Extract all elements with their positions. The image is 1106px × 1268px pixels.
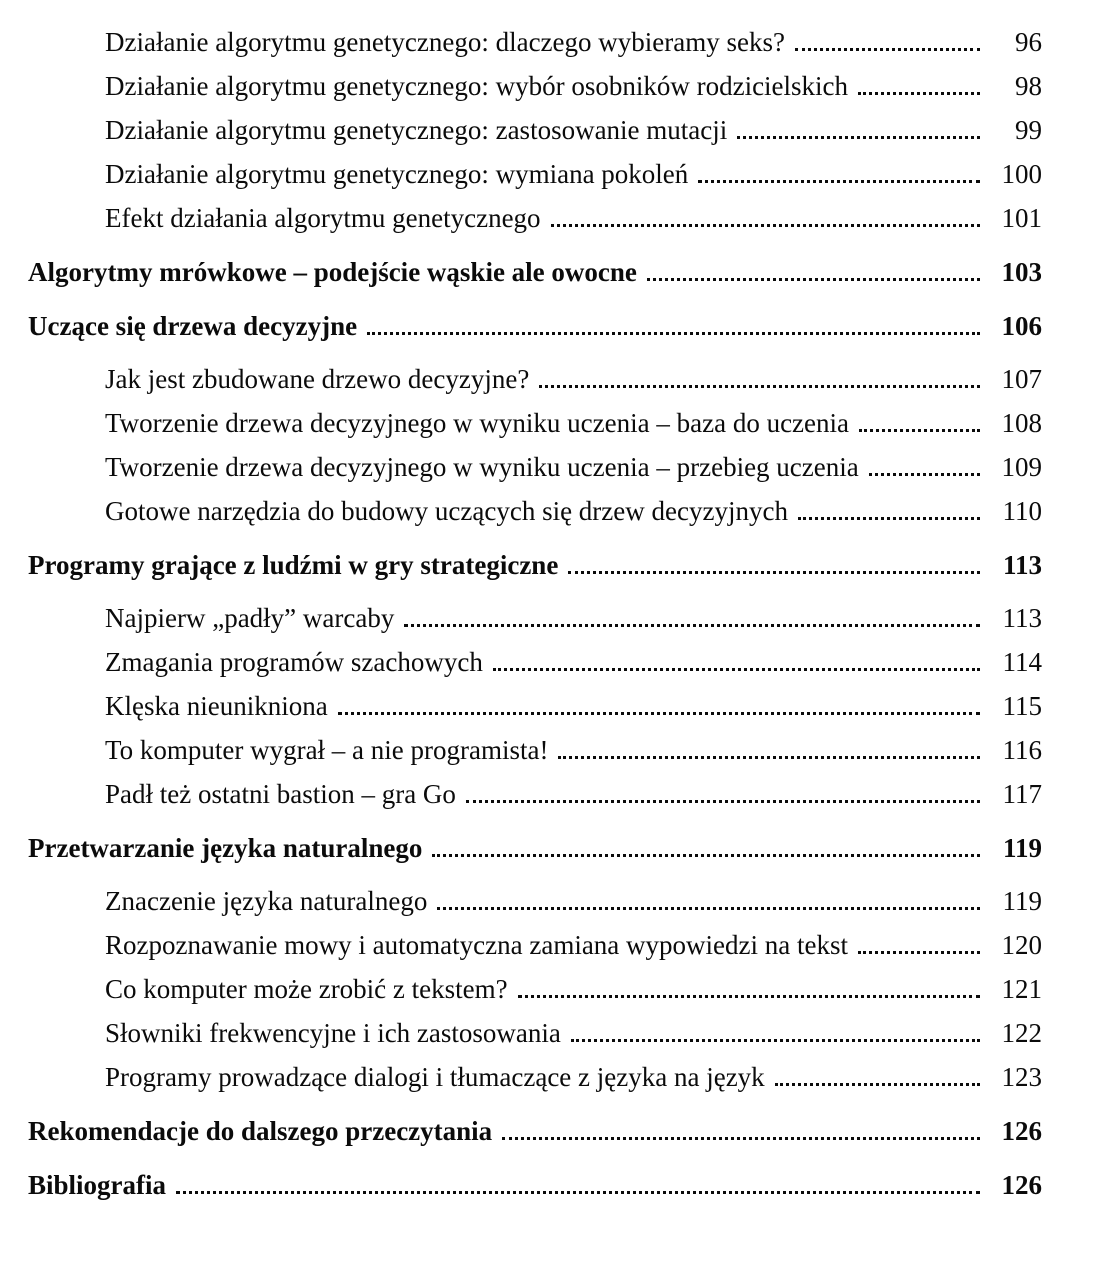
toc-entry-title: Klęska nieunikniona bbox=[105, 691, 328, 721]
toc-entry-page: 126 bbox=[1001, 1116, 1042, 1146]
toc-entry-page: 99 bbox=[1015, 115, 1042, 145]
toc-entry bbox=[28, 445, 1042, 489]
toc-entry-page: 110 bbox=[1002, 496, 1042, 526]
toc-entry bbox=[28, 108, 1042, 152]
toc-entry-title: Najpierw „padły” warcaby bbox=[105, 603, 395, 633]
toc-entry bbox=[28, 1011, 1042, 1055]
toc-entry-page: 114 bbox=[1002, 647, 1042, 677]
toc-entry-title: Przetwarzanie języka naturalnego bbox=[28, 833, 423, 863]
toc-entry bbox=[28, 596, 1042, 640]
toc-entry-title: Programy prowadzące dialogi i tłumaczące z języka na język bbox=[105, 1062, 765, 1092]
dot-leader bbox=[338, 712, 980, 715]
toc-entry-page: 103 bbox=[1001, 257, 1042, 287]
toc-entry-title: Rekomendacje do dalszego przeczytania bbox=[28, 1116, 493, 1146]
toc-entry bbox=[28, 250, 1042, 294]
toc-entry-title: To komputer wygrał – a nie programista! bbox=[105, 735, 549, 765]
dot-leader bbox=[858, 92, 980, 95]
toc-entry-page: 119 bbox=[1002, 833, 1042, 863]
toc-entry bbox=[28, 1109, 1042, 1153]
toc-entry-title: Programy grające z ludźmi w gry strategiczne bbox=[28, 550, 559, 580]
toc-entry-page: 120 bbox=[1001, 930, 1042, 960]
toc-entry-title: Zmagania programów szachowych bbox=[105, 647, 483, 677]
dot-leader bbox=[493, 668, 980, 671]
toc-entry bbox=[28, 1163, 1042, 1207]
toc-entry bbox=[28, 640, 1042, 684]
toc-entry-page: 123 bbox=[1001, 1062, 1042, 1092]
toc-entry-title: Co komputer może zrobić z tekstem? bbox=[105, 974, 508, 1004]
dot-leader bbox=[432, 854, 980, 857]
toc-entry bbox=[28, 543, 1042, 587]
toc-entry-title: Uczące się drzewa decyzyjne bbox=[28, 311, 358, 341]
dot-leader bbox=[737, 136, 980, 139]
toc-entry-page: 98 bbox=[1015, 71, 1042, 101]
toc-entry-page: 100 bbox=[1001, 159, 1042, 189]
toc-entry-title: Bibliografia bbox=[28, 1170, 167, 1200]
toc-entry bbox=[28, 923, 1042, 967]
toc-entry bbox=[28, 967, 1042, 1011]
toc-entry-title: Padł też ostatni bastion – gra Go bbox=[105, 779, 456, 809]
toc-entry bbox=[28, 489, 1042, 533]
toc-entry-page: 113 bbox=[1002, 603, 1042, 633]
toc-entry bbox=[28, 20, 1042, 64]
toc-entry bbox=[28, 772, 1042, 816]
toc-entry bbox=[28, 1055, 1042, 1099]
dot-leader bbox=[466, 800, 980, 803]
toc-entry-title: Tworzenie drzewa decyzyjnego w wyniku uczenia – przebieg uczenia bbox=[105, 452, 859, 482]
dot-leader bbox=[859, 429, 980, 432]
toc-entry-page: 101 bbox=[1001, 203, 1042, 233]
toc-entry-page: 126 bbox=[1001, 1170, 1042, 1200]
dot-leader bbox=[539, 385, 980, 388]
toc-entry-page: 122 bbox=[1001, 1018, 1042, 1048]
toc-entry bbox=[28, 879, 1042, 923]
toc-entry bbox=[28, 152, 1042, 196]
dot-leader bbox=[558, 756, 980, 759]
dot-leader bbox=[404, 624, 980, 627]
toc-entry bbox=[28, 684, 1042, 728]
toc-entry-page: 107 bbox=[1001, 364, 1042, 394]
toc-entry bbox=[28, 196, 1042, 240]
dot-leader bbox=[869, 473, 980, 476]
toc-entry-page: 113 bbox=[1002, 550, 1042, 580]
toc-entry-title: Rozpoznawanie mowy i automatyczna zamiana wypowiedzi na tekst bbox=[105, 930, 848, 960]
toc-entry-title: Słowniki frekwencyjne i ich zastosowania bbox=[105, 1018, 561, 1048]
toc-entry bbox=[28, 64, 1042, 108]
toc-entry bbox=[28, 304, 1042, 348]
dot-leader bbox=[502, 1137, 980, 1140]
dot-leader bbox=[176, 1191, 980, 1194]
dot-leader bbox=[698, 180, 980, 183]
toc-entry-title: Tworzenie drzewa decyzyjnego w wyniku uczenia – baza do uczenia bbox=[105, 408, 850, 438]
toc-entry-page: 115 bbox=[1002, 691, 1042, 721]
toc-entry bbox=[28, 401, 1042, 445]
dot-leader bbox=[568, 571, 980, 574]
toc-entry-title: Działanie algorytmu genetycznego: wybór osobników rodzicielskich bbox=[105, 71, 849, 101]
dot-leader bbox=[775, 1083, 980, 1086]
toc-entry-page: 109 bbox=[1001, 452, 1042, 482]
dot-leader bbox=[551, 224, 980, 227]
dot-leader bbox=[367, 332, 980, 335]
toc-list bbox=[28, 20, 1042, 1207]
toc-entry-page: 108 bbox=[1001, 408, 1042, 438]
dot-leader bbox=[571, 1039, 980, 1042]
dot-leader bbox=[647, 278, 980, 281]
toc-entry-title: Algorytmy mrówkowe – podejście wąskie ale owocne bbox=[28, 257, 637, 287]
toc-entry-title: Gotowe narzędzia do budowy uczących się drzew decyzyjnych bbox=[105, 496, 788, 526]
toc-entry-page: 119 bbox=[1002, 886, 1042, 916]
toc-entry-title: Znaczenie języka naturalnego bbox=[105, 886, 428, 916]
toc-entry-title: Działanie algorytmu genetycznego: dlaczego wybieramy seks? bbox=[105, 27, 785, 57]
toc-entry bbox=[28, 728, 1042, 772]
toc-entry-page: 96 bbox=[1015, 27, 1042, 57]
toc-entry-page: 116 bbox=[1002, 735, 1042, 765]
dot-leader bbox=[437, 907, 980, 910]
toc-entry-title: Działanie algorytmu genetycznego: zastosowanie mutacji bbox=[105, 115, 728, 145]
toc-entry-title: Jak jest zbudowane drzewo decyzyjne? bbox=[105, 364, 530, 394]
dot-leader bbox=[798, 517, 980, 520]
toc-entry bbox=[28, 357, 1042, 401]
toc-entry-page: 117 bbox=[1002, 779, 1042, 809]
dot-leader bbox=[795, 48, 980, 51]
toc-entry-title: Działanie algorytmu genetycznego: wymiana pokoleń bbox=[105, 159, 689, 189]
dot-leader bbox=[858, 951, 980, 954]
toc-entry-page: 106 bbox=[1001, 311, 1042, 341]
dot-leader bbox=[518, 995, 980, 998]
toc-entry bbox=[28, 826, 1042, 870]
toc-entry-title: Efekt działania algorytmu genetycznego bbox=[105, 203, 541, 233]
toc-entry-page: 121 bbox=[1001, 974, 1042, 1004]
